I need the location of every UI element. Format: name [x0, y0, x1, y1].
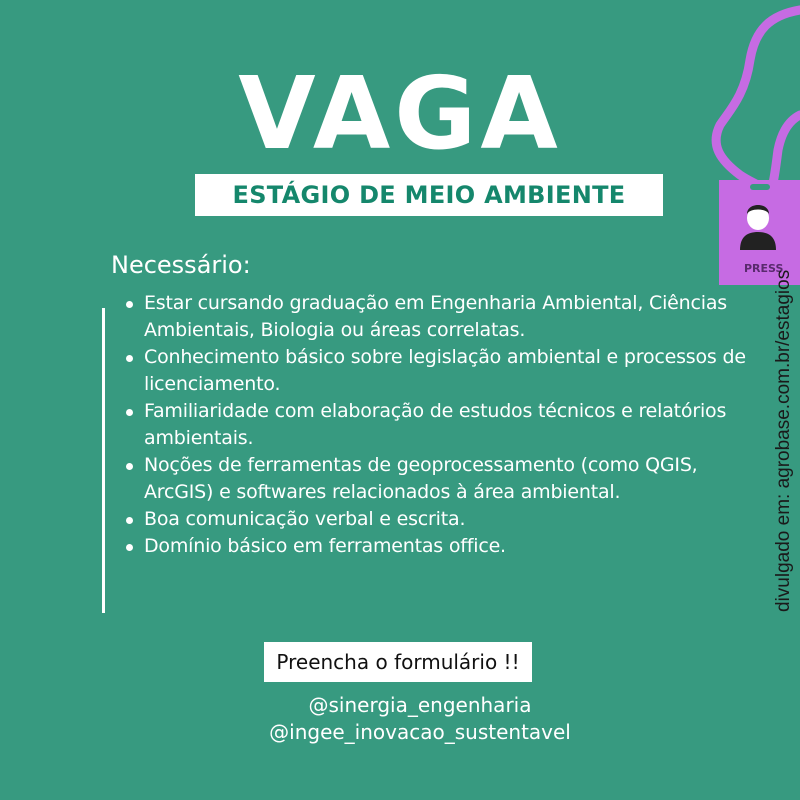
list-item: Domínio básico em ferramentas office. [124, 533, 754, 560]
list-item: Noções de ferramentas de geoprocessamento (como QGIS, ArcGIS) e softwares relacionados à área ambiental. [124, 452, 754, 506]
svg-text:PRESS: PRESS [744, 262, 784, 275]
handle-ingee: @ingee_inovacao_sustentavel [269, 720, 571, 744]
bullet-icon [126, 463, 133, 470]
source-credit: divulgado em: agrobase.com.br/estagios [773, 269, 794, 612]
press-badge-icon [700, 0, 800, 300]
list-item: Estar cursando graduação em Engenharia Ambiental, Ciências Ambientais, Biologia ou áreas correlatas. [124, 290, 754, 344]
bullet-icon [126, 544, 133, 551]
form-cta-banner [264, 642, 532, 682]
subtitle-text: ESTÁGIO DE MEIO AMBIENTE [232, 181, 626, 209]
bullet-icon [126, 517, 133, 524]
cta-text: Preencha o formulário !! [276, 650, 520, 674]
list-item: Familiaridade com elaboração de estudos técnicos e relatórios ambientais. [124, 398, 754, 452]
divider-line [102, 308, 105, 613]
bullet-icon [126, 301, 133, 308]
subtitle-banner [195, 174, 663, 216]
list-item: Conhecimento básico sobre legislação ambiental e processos de licenciamento. [124, 344, 754, 398]
social-handles [0, 692, 800, 746]
requirements-list [124, 290, 754, 560]
page-title: VAGA [238, 55, 562, 172]
bullet-icon [126, 409, 133, 416]
list-item: Boa comunicação verbal e escrita. [124, 506, 754, 533]
requirements-heading: Necessário: [111, 251, 251, 279]
bullet-icon [126, 355, 133, 362]
handle-sinergia: @sinergia_engenharia [308, 693, 532, 717]
